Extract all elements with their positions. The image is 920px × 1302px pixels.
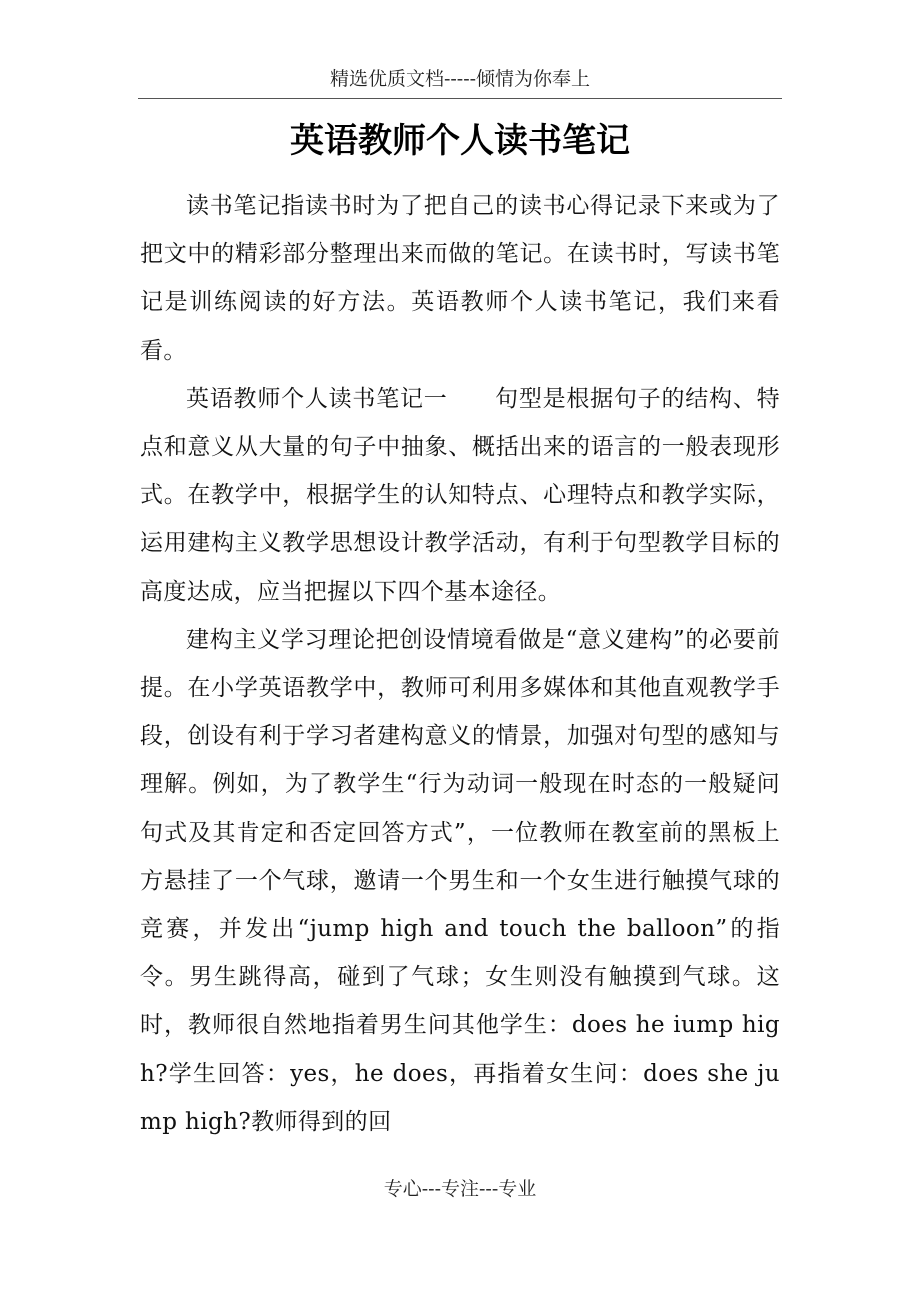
paragraph-note-one: 英语教师个人读书笔记一 句型是根据句子的结构、特点和意义从大量的句子中抽象、概括出来的语言的一般表现形式。在教学中，根据学生的认知特点、心理特点和教学实际，运用建构主义教学思想设计教学活动，有利于句型教学目标的高度达成，应当把握以下四个基本途径。 bbox=[140, 385, 780, 605]
paragraph-intro: 读书笔记指读书时为了把自己的读书心得记录下来或为了把文中的精彩部分整理出来而做的笔记。在读书时，写读书笔记是训练阅读的好方法。英语教师个人读书笔记，我们来看看。 bbox=[140, 193, 780, 364]
page-footer: 专心---专注---专业 bbox=[383, 1178, 537, 1200]
paragraph-constructivism: 建构主义学习理论把创设情境看做是“意义建构”的必要前提。在小学英语教学中，教师可利用多媒体和其他直观教学手段，创设有利于学习者建构意义的情景，加强对句型的感知与理解。例如，为了教学生“行为动词一般现在时态的一般疑问句式及其肯定和否定回答方式”，一位教师在教室前的黑板上方悬挂了一个气球，邀请一个男生和一个女生进行触摸气球的竞赛，并发出“jump high and touch the balloon”的指令。男生跳得高，碰到了气球；女生则没有触摸到气球。这时，教师很自然地指着男生问其他学生：does he iump high?学生回答：yes，he does，再指着女生问：does she jump high?教师得到的回 bbox=[140, 626, 780, 1135]
header-divider bbox=[138, 98, 782, 99]
page-header: 精选优质文档-----倾情为你奉上 bbox=[329, 68, 591, 90]
document-title: 英语教师个人读书笔记 bbox=[290, 121, 630, 161]
document-body bbox=[140, 182, 780, 1146]
